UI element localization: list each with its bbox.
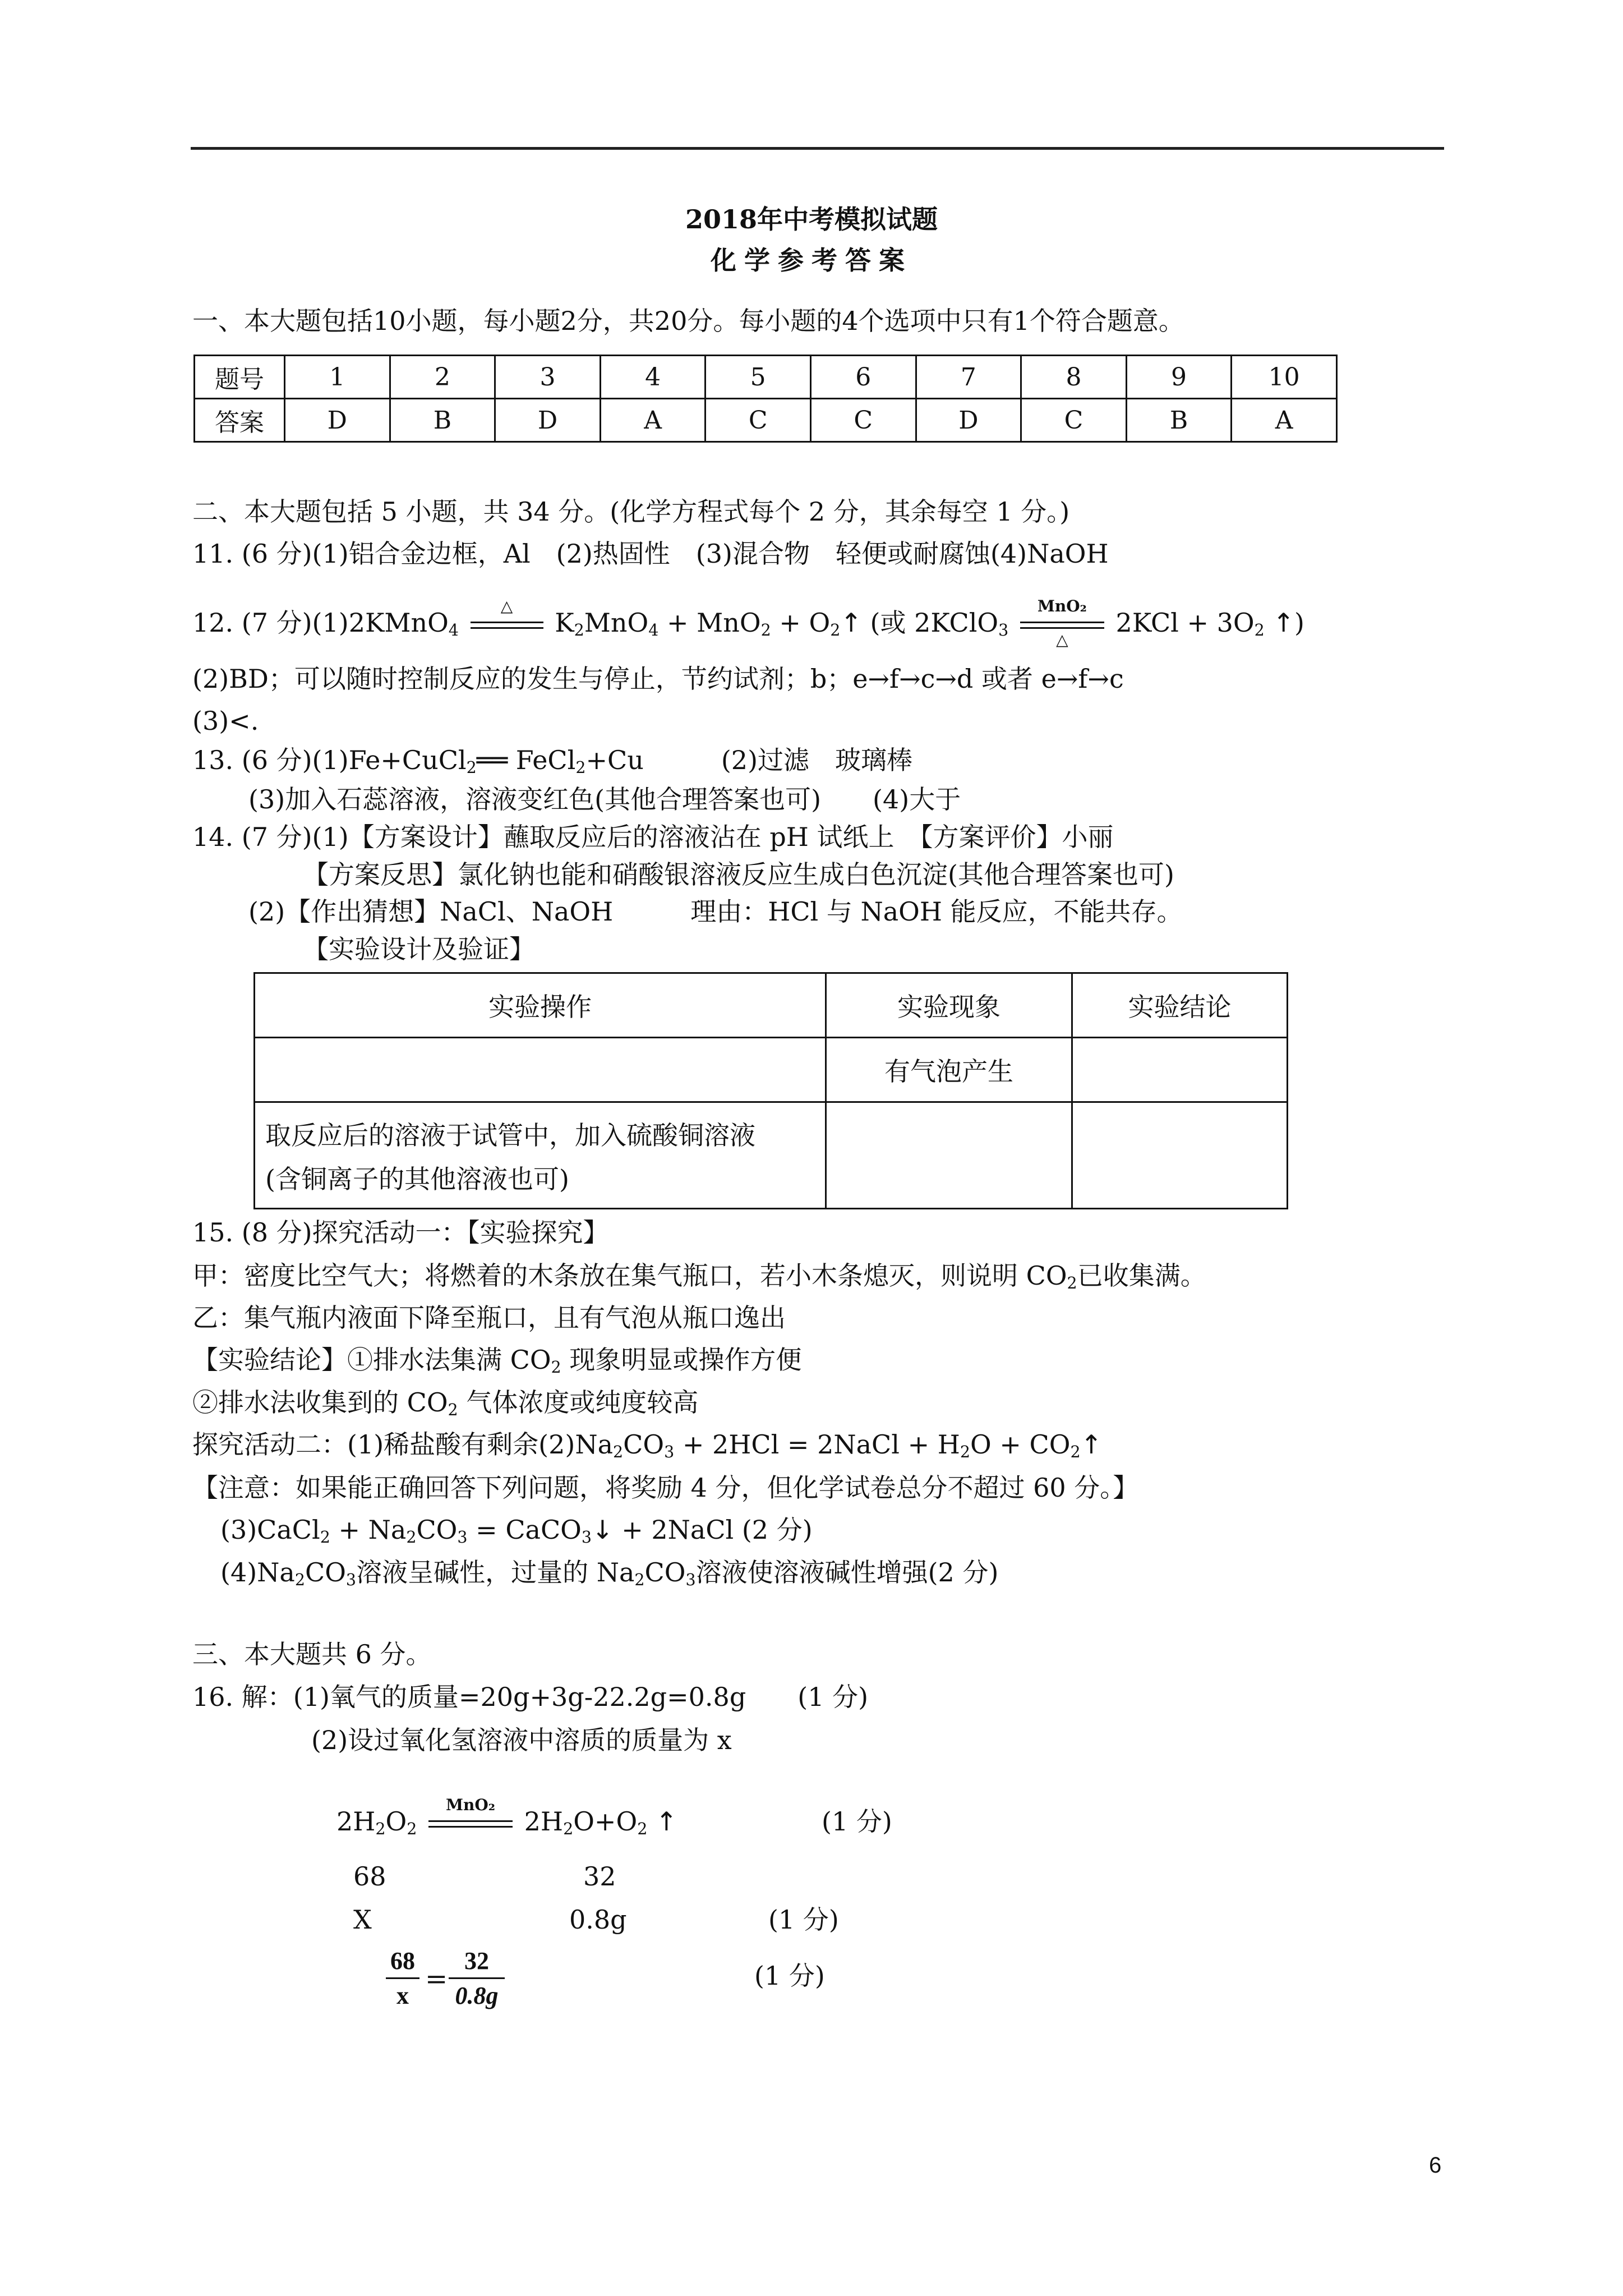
table-cell: 取反应后的溶液于试管中，加入硫酸铜溶液 (含铜离子的其他溶液也可) bbox=[255, 1102, 826, 1209]
equation-score: (1 分) bbox=[822, 1806, 892, 1837]
section2-heading: 二、本大题包括 5 小题，共 34 分。(化学方程式每个 2 分，其余每空 1 分。) bbox=[192, 496, 1070, 527]
header-conclusion: 实验结论 bbox=[1072, 973, 1288, 1038]
catalyst-condition: MnO₂ bbox=[428, 1812, 513, 1835]
number-cell: 4 bbox=[600, 356, 706, 399]
number-cell: 2 bbox=[390, 356, 495, 399]
q16-equation: $2H_2O_2$ MnO₂ $2H_2O+O_2$ ↑ bbox=[336, 1796, 677, 1839]
q12-equation: 12. (7 分)(1)2KMnO$_4$ △ $K_2MnO_4 + MnO_2$ + $O_2↑$ (或 2KClO$_3$ MnO₂ △ $2KCl + 3O_2$ ↑) bbox=[192, 597, 1304, 649]
fraction-score: (1 分) bbox=[754, 1961, 825, 1991]
number-cell: 9 bbox=[1126, 356, 1232, 399]
table-cell bbox=[1072, 1038, 1288, 1102]
answer-cell: C bbox=[810, 399, 916, 442]
q12-part3: (3)<. bbox=[192, 706, 259, 736]
var-right: 0.8g bbox=[569, 1904, 627, 1935]
mass-right: 32 bbox=[583, 1861, 616, 1892]
q15-line3: 乙：集气瓶内液面下降至瓶口，且有气泡从瓶口逸出 bbox=[192, 1303, 786, 1333]
fraction-right: 32 0.8g bbox=[449, 1947, 505, 2010]
q12-part2: (2)BD；可以随时控制反应的发生与停止，节约试剂；b；e→f→c→d 或者 e→f→c bbox=[192, 664, 1124, 694]
number-label: 题号 bbox=[195, 356, 285, 399]
q15-line2: 甲：密度比空气大；将燃着的木条放在集气瓶口，若小木条熄灭，则说明 $CO_2$已收集满。 bbox=[192, 1260, 1206, 1293]
table-row bbox=[195, 356, 1337, 399]
table-cell: 有气泡产生 bbox=[826, 1038, 1072, 1102]
q14-line4: 【实验设计及验证】 bbox=[303, 934, 535, 964]
q14-line1: 14. (7 分)(1)【方案设计】蘸取反应后的溶液沾在 pH 试纸上 【方案评价】小丽 bbox=[192, 822, 1114, 852]
number-cell: 7 bbox=[916, 356, 1021, 399]
var-left: X bbox=[353, 1904, 372, 1935]
mass-left: 68 bbox=[353, 1861, 386, 1892]
header-phenomenon: 实验现象 bbox=[826, 973, 1072, 1038]
answer-cell: C bbox=[706, 399, 811, 442]
q15-line9: $(4)Na_2CO_3$溶液呈碱性，过量的 $Na_2CO_3$溶液使溶液碱性增强(2 分) bbox=[220, 1557, 999, 1590]
page-number: 6 bbox=[1429, 2153, 1442, 2178]
answer-label: 答案 bbox=[195, 399, 285, 442]
top-rule bbox=[191, 147, 1444, 150]
section3-heading: 三、本大题共 6 分。 bbox=[192, 1639, 432, 1669]
answer-cell: A bbox=[1232, 399, 1337, 442]
q13-line2: (3)加入石蕊溶液，溶液变红色(其他合理答案也可) (4)大于 bbox=[248, 784, 961, 815]
page-subtitle: 化学参考答案 bbox=[711, 245, 912, 275]
answer-cell: D bbox=[495, 399, 601, 442]
answer-table bbox=[193, 355, 1338, 443]
answer-cell: A bbox=[600, 399, 706, 442]
number-cell: 10 bbox=[1232, 356, 1337, 399]
q15-line1: 15. (8 分)探究活动一：【实验探究】 bbox=[192, 1217, 609, 1248]
table-row bbox=[255, 1102, 1288, 1209]
table-cell bbox=[826, 1102, 1072, 1209]
table-row bbox=[255, 973, 1288, 1038]
q16-line1: 16. 解：(1)氧气的质量=20g+3g-22.2g=0.8g (1 分) bbox=[192, 1682, 869, 1712]
answer-cell: D bbox=[285, 399, 390, 442]
number-cell: 5 bbox=[706, 356, 811, 399]
table-cell bbox=[1072, 1102, 1288, 1209]
number-cell: 1 bbox=[285, 356, 390, 399]
heat-condition: △ bbox=[471, 614, 543, 636]
header-operation: 实验操作 bbox=[255, 973, 826, 1038]
q16-line2: (2)设过氧化氢溶液中溶质的质量为 x bbox=[311, 1725, 732, 1755]
answer-cell: B bbox=[390, 399, 495, 442]
number-cell: 8 bbox=[1021, 356, 1127, 399]
q15-line7: 【注意：如果能正确回答下列问题，将奖励 4 分，但化学试卷总分不超过 60 分。】 bbox=[192, 1473, 1139, 1503]
q14-line2: 【方案反思】氯化钠也能和硝酸银溶液反应生成白色沉淀(其他合理答案也可) bbox=[303, 859, 1174, 890]
q15-line8: (3)CaCl$_2$ + $Na_2CO_3$ = CaCO$_3$↓ + 2NaCl (2 分) bbox=[220, 1515, 813, 1547]
equals-sign: = bbox=[425, 1963, 448, 1995]
number-cell: 6 bbox=[810, 356, 916, 399]
var-score: (1 分) bbox=[768, 1904, 839, 1935]
q11-answer: 11. (6 分)(1)铝合金边框，Al (2)热固性 (3)混合物 轻便或耐腐蚀(4)NaOH bbox=[192, 539, 1109, 569]
table-cell bbox=[255, 1038, 826, 1102]
table-row bbox=[195, 399, 1337, 442]
answer-cell: B bbox=[1126, 399, 1232, 442]
answer-cell: C bbox=[1021, 399, 1127, 442]
q15-line6: 探究活动二：(1)稀盐酸有剩余$(2)Na_2CO_3 + 2HCl$ = 2NaCl + $H_2O$ + $CO_2↑$ bbox=[192, 1429, 1103, 1462]
fraction-left: 68 x bbox=[386, 1947, 419, 2010]
q15-line5: ②排水法收集到的 $CO_2$ 气体浓度或纯度较高 bbox=[192, 1387, 699, 1420]
table-row bbox=[255, 1038, 1288, 1102]
number-cell: 3 bbox=[495, 356, 601, 399]
q13-line1: 13. (6 分)(1)Fe+CuCl$_2$══ FeCl$_2$+Cu (2)过滤 玻璃棒 bbox=[192, 745, 913, 777]
q15-line4: 【实验结论】①排水法集满 $CO_2$ 现象明显或操作方便 bbox=[192, 1345, 802, 1377]
q14-line3: (2)【作出猜想】NaCl、NaOH 理由：HCl 与 NaOH 能反应，不能共存。 bbox=[248, 896, 1183, 927]
page-title: 2018年中考模拟试题 bbox=[685, 204, 938, 234]
answer-cell: D bbox=[916, 399, 1021, 442]
catalyst-condition: MnO₂ △ bbox=[1020, 614, 1104, 636]
experiment-table bbox=[253, 972, 1288, 1209]
section1-heading: 一、本大题包括10小题，每小题2分，共20分。每小题的4个选项中只有1个符合题意。 bbox=[192, 306, 1184, 336]
